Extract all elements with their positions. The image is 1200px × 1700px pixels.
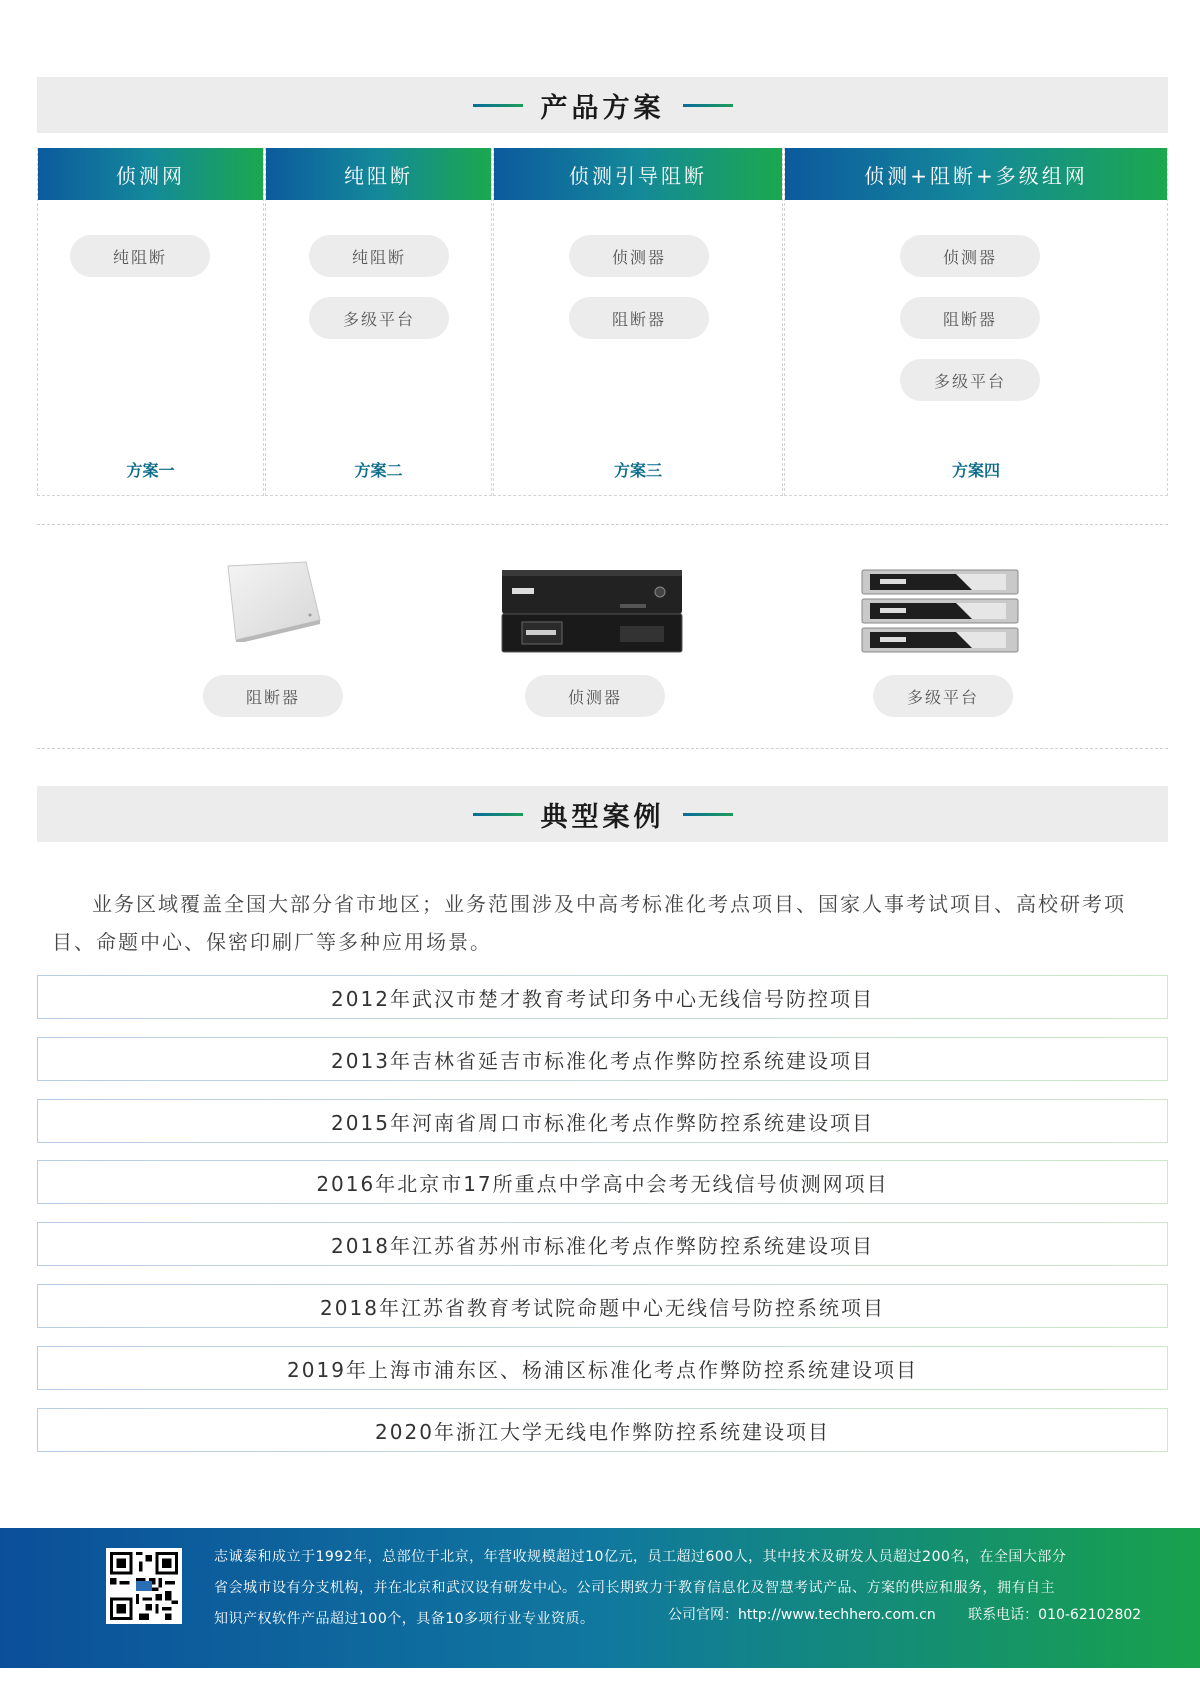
scheme-item: 侦测器 xyxy=(900,235,1040,277)
scheme-item: 侦测器 xyxy=(569,235,709,277)
case-item: 2012年武汉市楚才教育考试印务中心无线信号防控项目 xyxy=(37,975,1168,1019)
scheme-footer-3: 方案三 xyxy=(613,461,662,480)
scheme-column-1 xyxy=(37,148,264,496)
scheme-footer-2: 方案二 xyxy=(354,461,403,480)
scheme-item: 纯阻断 xyxy=(309,235,449,277)
device-label-blocker: 阻断器 xyxy=(203,675,343,717)
title-deco-right xyxy=(683,813,733,816)
divider xyxy=(37,524,1168,525)
qr-code-icon xyxy=(106,1548,182,1624)
scheme-header-1: 侦测网 xyxy=(38,148,263,200)
case-item: 2015年河南省周口市标准化考点作弊防控系统建设项目 xyxy=(37,1099,1168,1143)
scheme-item: 多级平台 xyxy=(900,359,1040,401)
scheme-footer-4: 方案四 xyxy=(951,461,1000,480)
case-item: 2016年北京市17所重点中学高中会考无线信号侦测网项目 xyxy=(37,1160,1168,1204)
scheme-item: 纯阻断 xyxy=(70,235,210,277)
platform-server-icon xyxy=(860,568,1020,658)
title-deco-left xyxy=(473,104,523,107)
case-item: 2018年江苏省苏州市标准化考点作弊防控系统建设项目 xyxy=(37,1222,1168,1266)
title-deco-left xyxy=(473,813,523,816)
company-description-line: 知识产权软件产品超过100个，具备10多项行业专业资质。 xyxy=(214,1611,595,1627)
case-item: 2013年吉林省延吉市标准化考点作弊防控系统建设项目 xyxy=(37,1037,1168,1081)
title-deco-right xyxy=(683,104,733,107)
divider xyxy=(37,748,1168,749)
company-contact xyxy=(668,1604,1169,1624)
company-footer xyxy=(0,1528,1200,1668)
case-item: 2019年上海市浦东区、杨浦区标准化考点作弊防控系统建设项目 xyxy=(37,1346,1168,1390)
company-description-line: 志诚泰和成立于1992年，总部位于北京，年营收规模超过10亿元，员工超过600人，其中技术及研发人员超过200名，在全国大部分 xyxy=(214,1549,1067,1565)
company-description-line: 省会城市设有分支机构，并在北京和武汉设有研发中心。公司长期致力于教育信息化及智慧考试产品、方案的供应和服务，拥有自主 xyxy=(214,1580,1055,1596)
scheme-table xyxy=(37,148,1168,496)
detector-device-icon xyxy=(500,568,684,658)
scheme-header-3: 侦测引导阻断 xyxy=(494,148,782,200)
company-phone: 联系电话：010-62102802 xyxy=(968,1607,1142,1623)
scheme-item: 阻断器 xyxy=(569,297,709,339)
device-label-detector: 侦测器 xyxy=(525,675,665,717)
blocker-device-icon xyxy=(220,560,324,646)
cases-section-title: 典型案例 xyxy=(540,801,665,833)
scheme-header-4: 侦测+阻断+多级组网 xyxy=(785,148,1167,200)
scheme-column-4 xyxy=(784,148,1168,496)
product-section-header xyxy=(37,77,1168,133)
scheme-column-2 xyxy=(265,148,492,496)
scheme-item: 阻断器 xyxy=(900,297,1040,339)
scheme-item: 多级平台 xyxy=(309,297,449,339)
device-label-platform: 多级平台 xyxy=(873,675,1013,717)
scheme-header-2: 纯阻断 xyxy=(266,148,491,200)
case-item: 2018年江苏省教育考试院命题中心无线信号防控系统项目 xyxy=(37,1284,1168,1328)
cases-section-header xyxy=(37,786,1168,842)
cases-intro: 业务区域覆盖全国大部分省市地区；业务范围涉及中高考标准化考点项目、国家人事考试项目、高校研考项目、命题中心、保密印刷厂等多种应用场景。 xyxy=(52,892,1126,954)
scheme-column-3 xyxy=(493,148,783,496)
case-item: 2020年浙江大学无线电作弊防控系统建设项目 xyxy=(37,1408,1168,1452)
scheme-footer-1: 方案一 xyxy=(126,461,175,480)
company-website[interactable]: 公司官网：http://www.techhero.com.cn xyxy=(668,1607,936,1623)
product-section-title: 产品方案 xyxy=(540,92,665,124)
